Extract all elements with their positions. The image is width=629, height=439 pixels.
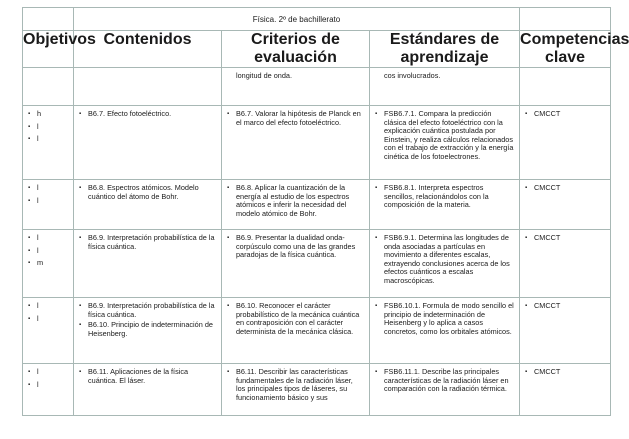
objetivos-cell-item: ▪ l (28, 302, 68, 311)
criterios-cell-text: ▪ B6.8. Aplicar la cuantización de la energía al estudio de los espectros atómicos e inferir la necesidad del modelo atómico de Bohr. (227, 184, 364, 218)
objetivos-cell-item: ▪ l (28, 123, 68, 132)
table-row (23, 230, 611, 298)
criterios-cell-text: ▪ B6.11. Describir las características fundamentales de la radiación láser, los principales tipos de láseres, su funcionamiento básico y sus (227, 368, 364, 402)
contenidos-cell (74, 106, 222, 180)
criterios-cell (222, 230, 370, 298)
corner-cell (23, 8, 74, 31)
objetivos-cell (23, 68, 74, 106)
table-row (23, 68, 611, 106)
competencias-cell-item: ▪ CMCCT (525, 302, 605, 311)
objetivos-cell (23, 298, 74, 364)
objetivos-cell-item: ▪ h (28, 110, 68, 119)
estandares-cell (370, 364, 520, 416)
estandares-cell-text: ▪ FSB6.9.1. Determina las longitudes de onda asociadas a partículas en movimiento a diferentes escalas, extrayendo conclusiones acerca de los efectos cuánticos a escalas macroscópicas. (375, 234, 514, 286)
criterios-cell (222, 106, 370, 180)
objetivos-cell-item: ▪ l (28, 135, 68, 144)
header-competencias: Competencias clave (520, 31, 629, 66)
contenidos-cell-item: ▪ B6.9. Interpretación probabilística de la física cuántica. (79, 302, 216, 319)
table-row (23, 364, 611, 416)
contenidos-cell-item: ▪ B6.8. Espectros atómicos. Modelo cuántico del átomo de Bohr. (79, 184, 216, 201)
competencias-cell-item: ▪ CMCCT (525, 234, 605, 243)
competencias-cell (520, 106, 611, 180)
estandares-cell (370, 180, 520, 230)
competencias-cell-item: ▪ CMCCT (525, 184, 605, 193)
criterios-cell-text: ▪ B6.9. Presentar la dualidad onda-corpúsculo como una de las grandes paradojas de la física cuántica. (227, 234, 364, 260)
estandares-cell (370, 106, 520, 180)
contenidos-cell (74, 364, 222, 416)
objetivos-cell-item: ▪ l (28, 381, 68, 390)
estandares-cell (370, 298, 520, 364)
objetivos-cell (23, 180, 74, 230)
objetivos-cell-item: ▪ m (28, 259, 68, 268)
estandares-cell-text: cos involucrados. (384, 71, 441, 80)
contenidos-cell-item: ▪ B6.11. Aplicaciones de la física cuántica. El láser. (79, 368, 216, 385)
curriculum-table (22, 7, 629, 416)
criterios-cell-text: ▪ B6.10. Reconocer el carácter probabilístico de la mecánica cuántica en contraposición con el carácter determinista de la mecánica clásica. (227, 302, 364, 336)
criterios-cell-text: ▪ B6.7. Valorar la hipótesis de Planck en el marco del efecto fotoeléctrico. (227, 110, 364, 127)
criterios-cell (222, 180, 370, 230)
table-row (23, 106, 611, 180)
criterios-cell (222, 364, 370, 416)
estandares-cell-text: ▪ FSB6.8.1. Interpreta espectros sencillos, relacionándolos con la composición de la materia. (375, 184, 514, 210)
estandares-cell-text: ▪ FSB6.7.1. Compara la predicción clásica del efecto fotoeléctrico con la explicación cuántica postulada por Einstein, y realiza cálculos relacionados con el trabajo de extracción y la energía cinética de los fotoelectrones. (375, 110, 514, 162)
table-body (23, 68, 611, 416)
competencias-cell (520, 298, 611, 364)
header-criterios: Criterios de evaluación (222, 31, 370, 68)
competencias-cell (520, 68, 611, 106)
contenidos-cell (74, 68, 222, 106)
header-contenidos: Contenidos (74, 31, 222, 68)
contenidos-cell-item: ▪ B6.9. Interpretación probabilística de la física cuántica. (79, 234, 216, 251)
objetivos-cell (23, 230, 74, 298)
objetivos-cell-item: ▪ l (28, 234, 68, 243)
table-row (23, 298, 611, 364)
contenidos-cell (74, 180, 222, 230)
header-objetivos: Objetivos (23, 31, 74, 68)
title-right-cell (520, 8, 611, 31)
objetivos-cell-item: ▪ l (28, 197, 68, 206)
objetivos-cell-item: ▪ l (28, 315, 68, 324)
objetivos-cell-item: ▪ l (28, 368, 68, 377)
objetivos-cell-item: ▪ l (28, 247, 68, 256)
competencias-cell (520, 180, 611, 230)
estandares-cell-text: ▪ FSB6.10.1. Formula de modo sencillo el principio de indeterminación de Heisenberg y lo aplica a casos concretos, como los orbitales atómicos. (375, 302, 514, 336)
competencias-cell-item: ▪ CMCCT (525, 368, 605, 377)
competencias-cell (520, 364, 611, 416)
contenidos-cell-item: ▪ B6.10. Principio de indeterminación de Heisenberg. (79, 321, 216, 338)
objetivos-cell-item: ▪ l (28, 184, 68, 193)
objetivos-cell (23, 364, 74, 416)
estandares-cell (370, 68, 520, 106)
contenidos-cell (74, 298, 222, 364)
competencias-cell-item: ▪ CMCCT (525, 110, 605, 119)
criterios-cell (222, 298, 370, 364)
criterios-cell (222, 68, 370, 106)
header-estandares: Estándares de aprendizaje (370, 31, 520, 68)
estandares-cell-text: ▪ FSB6.11.1. Describe las principales características de la radiación láser en comparación con la radiación térmica. (375, 368, 514, 394)
objetivos-cell (23, 106, 74, 180)
table-title: Física. 2º de bachillerato (74, 8, 520, 31)
criterios-cell-text: longitud de onda. (236, 71, 292, 80)
contenidos-cell-item: ▪ B6.7. Efecto fotoeléctrico. (79, 110, 216, 119)
table-row (23, 180, 611, 230)
contenidos-cell (74, 230, 222, 298)
competencias-cell (520, 230, 611, 298)
estandares-cell (370, 230, 520, 298)
